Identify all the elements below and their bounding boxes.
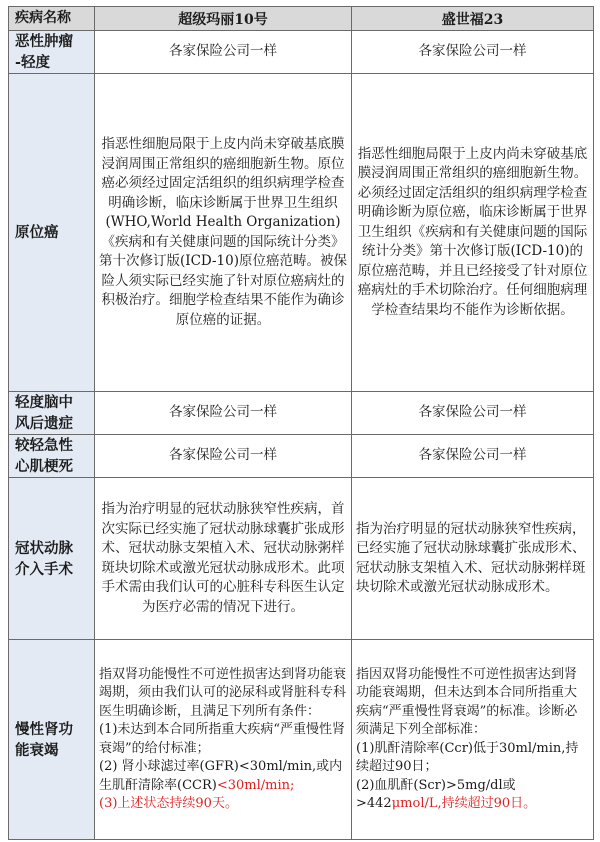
product-a-cell: 各家保险公司一样 [95,392,352,435]
product-a-cell: 各家保险公司一样 [95,31,352,74]
header-product-b: 盛世福23 [352,7,594,31]
disease-name: 轻度脑中 风后遗症 [9,392,95,435]
row-malignant-mild [9,31,594,74]
disease-name: 恶性肿瘤 -轻度 [9,31,95,74]
comparison-table [8,6,594,840]
disease-name: 慢性肾功 能衰竭 [9,640,95,840]
row-coronary [9,478,594,640]
product-b-cell: 指恶性细胞局限于上皮内尚未穿破基底膜浸润周围正常组织的癌细胞新生物。必须经过固定活组织的组织病理学检查明确诊断为原位癌，临床诊断属于世界卫生组织《疾病和有关健康问题的国际统计分类》第十次修订版(ICD-10)的原位癌范畴，并且已经接受了针对原位癌病灶的手术切除治疗。任何细胞病理学检查结果均不能作为诊断依据。 [352,74,594,392]
header-disease: 疾病名称 [9,7,95,31]
header-row [9,7,594,31]
row-in-situ [9,74,594,392]
product-b-cell: 各家保险公司一样 [352,31,594,74]
product-b-cell: 指因双肾功能慢性不可逆性损害达到肾功能衰竭期，但未达到本合同所指重大疾病“严重慢性肾衰竭”的标准。诊断必须满足下列全部标准： (1)肌酐清除率(Ccr)低于30ml/min,持续超过90日； (2)血肌酐(Scr)>5mg/dl或>442μmol/L,持续超过90日。 [352,640,594,840]
product-b-cell: 指为治疗明显的冠状动脉狭窄性疾病，已经实施了冠状动脉球囊扩张成形术、冠状动脉支架植入术、冠状动脉粥样斑块切除术或激光冠状动脉成形术。 [352,478,594,640]
row-stroke-sequelae [9,392,594,435]
product-a-cell: 各家保险公司一样 [95,435,352,478]
disease-name: 冠状动脉 介入手术 [9,478,95,640]
row-mild-mi [9,435,594,478]
product-a-cell: 指双肾功能慢性不可逆性损害达到肾功能衰竭期，须由我们认可的泌尿科或肾脏科专科医生明确诊断，且满足下列所有条件： (1)未达到本合同所指重大疾病“严重慢性肾衰竭”的给付标准； (2) 肾小球滤过率(GFR)<30ml/min,或内生肌酐清除率(CCR)<30ml/min; (3)上述状态持续90天。 [95,640,352,840]
product-a-cell: 指为治疗明显的冠状动脉狭窄性疾病，首次实际已经实施了冠状动脉球囊扩张成形术、冠状动脉支架植入术、冠状动脉粥样斑块切除术或激光冠状动脉成形术。此项手术需由我们认可的心脏科专科医生认定为医疗必需的情况下进行。 [95,478,352,640]
disease-name: 原位癌 [9,74,95,392]
disease-name: 较轻急性 心肌梗死 [9,435,95,478]
product-a-cell: 指恶性细胞局限于上皮内尚未穿破基底膜浸润周围正常组织的癌细胞新生物。原位癌必须经过固定活组织的组织病理学检查明确诊断，临床诊断属于世界卫生组织(WHO,World Health Organization)《疾病和有关健康问题的国际统计分类》第十次修订版(ICD-10)原位癌范畴。被保险人须实际已经实施了针对原位癌病灶的积极治疗。细胞学检查结果不能作为确诊原位癌的证据。 [95,74,352,392]
row-ckd [9,640,594,840]
product-b-cell: 各家保险公司一样 [352,435,594,478]
product-b-cell: 各家保险公司一样 [352,392,594,435]
header-product-a: 超级玛丽10号 [95,7,352,31]
